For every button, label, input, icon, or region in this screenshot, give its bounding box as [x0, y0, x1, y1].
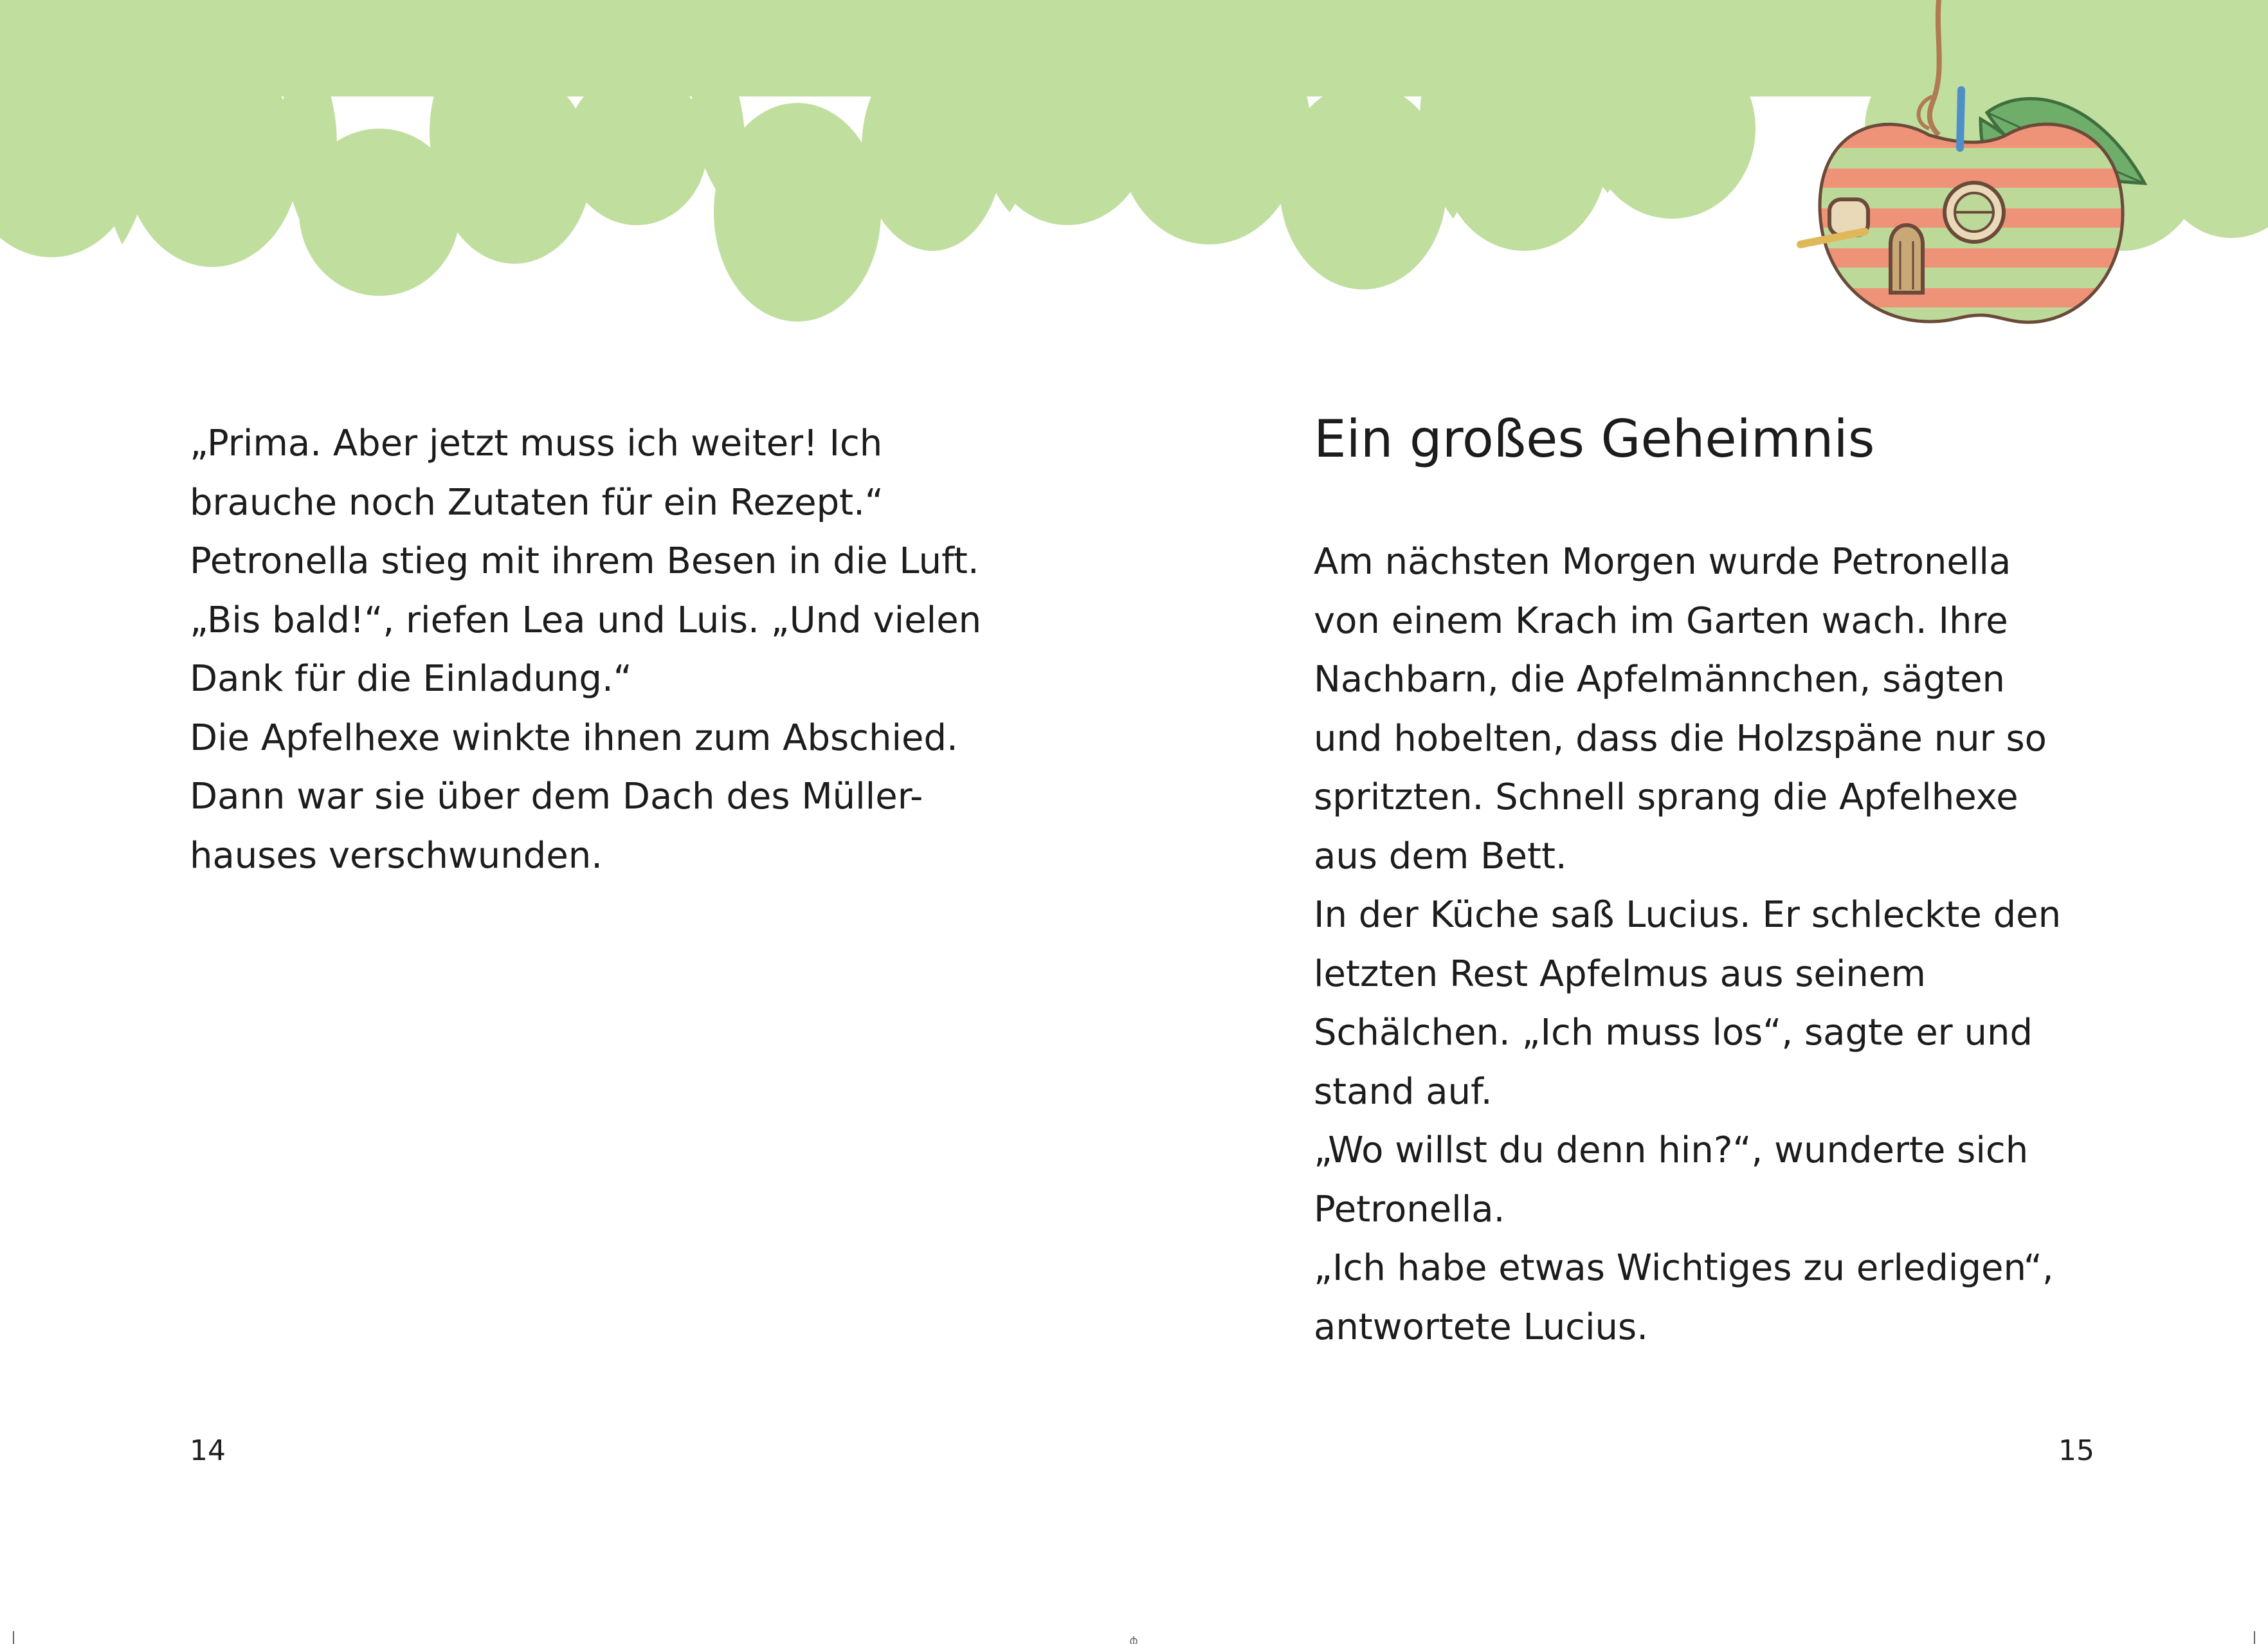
registration-mark-icon — [1127, 1634, 1140, 1644]
text-line: Dank für die Einladung.“ — [190, 658, 632, 700]
text-line: brauche noch Zutaten für ein Rezept.“ — [190, 481, 884, 524]
page-number-right: 15 — [2058, 1434, 2094, 1467]
text-line: In der Küche saß Lucius. Er schleckte den — [1314, 894, 2062, 936]
text-line: letzten Rest Apfelmus aus seinem — [1314, 953, 1926, 995]
text-line: „Prima. Aber jetzt muss ich weiter! Ich — [190, 423, 883, 464]
left-page-body — [190, 414, 1026, 885]
chapter-heading: Ein großes Geheimnis — [1314, 409, 1875, 469]
text-line: antwortete Lucius. — [1314, 1306, 1648, 1348]
text-line: „Bis bald!“, riefen Lea und Luis. „Und vielen — [190, 599, 982, 641]
trim-mark — [2254, 1631, 2255, 1644]
text-line: Die Apfelhexe winkte ihnen zum Abschied. — [190, 717, 958, 759]
text-line: Am nächsten Morgen wurde Petronella — [1314, 541, 2011, 583]
text-line: von einem Krach im Garten wach. Ihre — [1314, 599, 2008, 642]
text-line: „Wo willst du denn hin?“, wunderte sich — [1314, 1129, 2029, 1171]
trim-mark — [13, 1631, 14, 1644]
text-line: stand auf. — [1314, 1070, 1492, 1113]
text-line: und hobelten, dass die Holzspäne nur so — [1314, 717, 2047, 760]
text-line: aus dem Bett. — [1314, 835, 1567, 877]
right-page — [1134, 0, 2268, 1644]
text-line: „Ich habe etwas Wichtiges zu erledigen“, — [1314, 1247, 2054, 1289]
text-line: Nachbarn, die Apfelmännchen, sägten — [1314, 659, 2006, 700]
text-line: spritzten. Schnell sprang die Apfelhexe — [1314, 776, 2019, 818]
text-line: hauses verschwunden. — [190, 834, 603, 877]
text-line: Dann war sie über dem Dach des Müller- — [190, 776, 923, 817]
page-number-left: 14 — [190, 1434, 226, 1467]
text-line: Petronella. — [1314, 1188, 1505, 1230]
text-line: Petronella stieg mit ihrem Besen in die Luft. — [190, 540, 979, 582]
text-line: Schälchen. „Ich muss los“, sagte er und — [1314, 1012, 2033, 1054]
right-page-body — [1314, 533, 2169, 1356]
